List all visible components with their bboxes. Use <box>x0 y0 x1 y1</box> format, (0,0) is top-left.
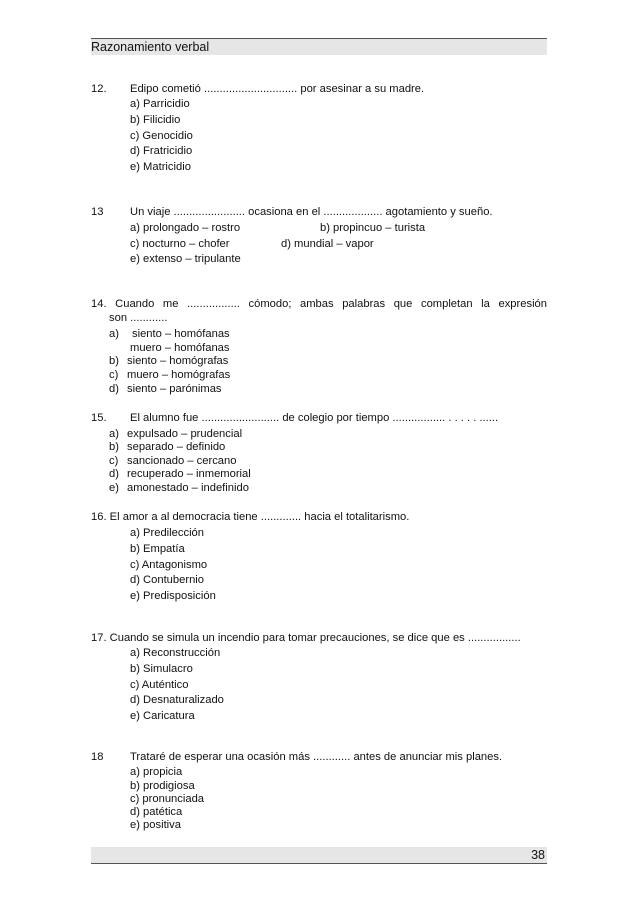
page-number: 38 <box>531 848 545 862</box>
option-b: b) Filicidio <box>130 114 181 126</box>
question-number: 15. <box>91 412 107 424</box>
option-a: a) Reconstrucción <box>130 647 221 659</box>
question-number: 18 <box>91 751 104 763</box>
option-c: sancionado – cercano <box>127 455 237 467</box>
question-stem: 16. El amor a al democracia tiene ............. hacia el totalitarismo. <box>91 511 410 523</box>
option-c: c) Antagonismo <box>130 559 208 571</box>
option-e: e) Caricatura <box>130 710 195 722</box>
option-a: a) Predilección <box>130 527 204 539</box>
option-e: e) extenso – tripulante <box>130 253 241 265</box>
option-d: siento – parónimas <box>127 383 222 395</box>
question-number: 13 <box>91 206 104 218</box>
question-number: 12. <box>91 83 107 95</box>
option-d: d) Fratricidio <box>130 145 193 157</box>
option-a-line1: siento – homófanas <box>132 328 230 340</box>
page-header <box>91 38 547 55</box>
option-a-label: a) <box>109 328 119 340</box>
option-a: a) propicia <box>130 766 183 778</box>
option-b-label: b) <box>109 355 119 367</box>
header-title: Razonamiento verbal <box>91 40 210 54</box>
question-stem: Trataré de esperar una ocasión más ............ antes de anunciar mis planes. <box>130 751 503 763</box>
question-stem: Edipo cometió .............................. por asesinar a su madre. <box>130 83 425 95</box>
option-b: siento – homógrafas <box>127 355 229 367</box>
option-c: c) Auténtico <box>130 679 189 691</box>
option-d: d) Desnaturalizado <box>130 694 224 706</box>
question-stem: 14. Cuando me ................. cómodo; ambas palabras que completan la expresión <box>91 298 547 310</box>
option-c: muero – homógrafas <box>127 369 231 381</box>
option-d: d) mundial – vapor <box>281 238 374 250</box>
question-stem: Un viaje ....................... ocasiona en el ................... agotamiento y sueño. <box>130 206 493 218</box>
option-d: d) patética <box>130 806 183 818</box>
question-stem: 17. Cuando se simula un incendio para tomar precauciones, se dice que es ................. <box>91 632 521 644</box>
option-e: e) positiva <box>130 819 181 831</box>
option-a-label: a) <box>109 428 119 440</box>
option-e: e) Matricidio <box>130 161 191 173</box>
page-footer <box>91 847 547 864</box>
option-a-line2: muero – homófanas <box>130 342 230 354</box>
question-stem-continued: son ............ <box>109 312 168 324</box>
option-b: b) propincuo – turista <box>320 222 426 234</box>
option-b-label: b) <box>109 441 119 453</box>
option-e: e) Predisposición <box>130 590 216 602</box>
option-b: b) prodigiosa <box>130 780 195 792</box>
option-c-label: c) <box>109 369 119 381</box>
option-e-label: e) <box>109 482 119 494</box>
option-c-label: c) <box>109 455 119 467</box>
option-a: a) prolongado – rostro <box>130 222 241 234</box>
option-d-label: d) <box>109 383 119 395</box>
option-e: amonestado – indefinido <box>127 482 249 494</box>
option-b: b) Empatía <box>130 543 185 555</box>
option-d-label: d) <box>109 468 119 480</box>
question-stem: El alumno fue ......................... de colegio por tiempo ................. . . . . . ...... <box>130 412 499 424</box>
option-c: c) pronunciada <box>130 793 205 805</box>
option-a: expulsado – prudencial <box>127 428 243 440</box>
option-c: c) nocturno – chofer <box>130 238 230 250</box>
option-c: c) Genocidio <box>130 130 193 142</box>
option-b: b) Simulacro <box>130 663 193 675</box>
option-d: d) Contubernio <box>130 574 205 586</box>
option-a: a) Parricidio <box>130 98 190 110</box>
option-b: separado – definido <box>127 441 226 453</box>
option-d: recuperado – inmemorial <box>127 468 251 480</box>
